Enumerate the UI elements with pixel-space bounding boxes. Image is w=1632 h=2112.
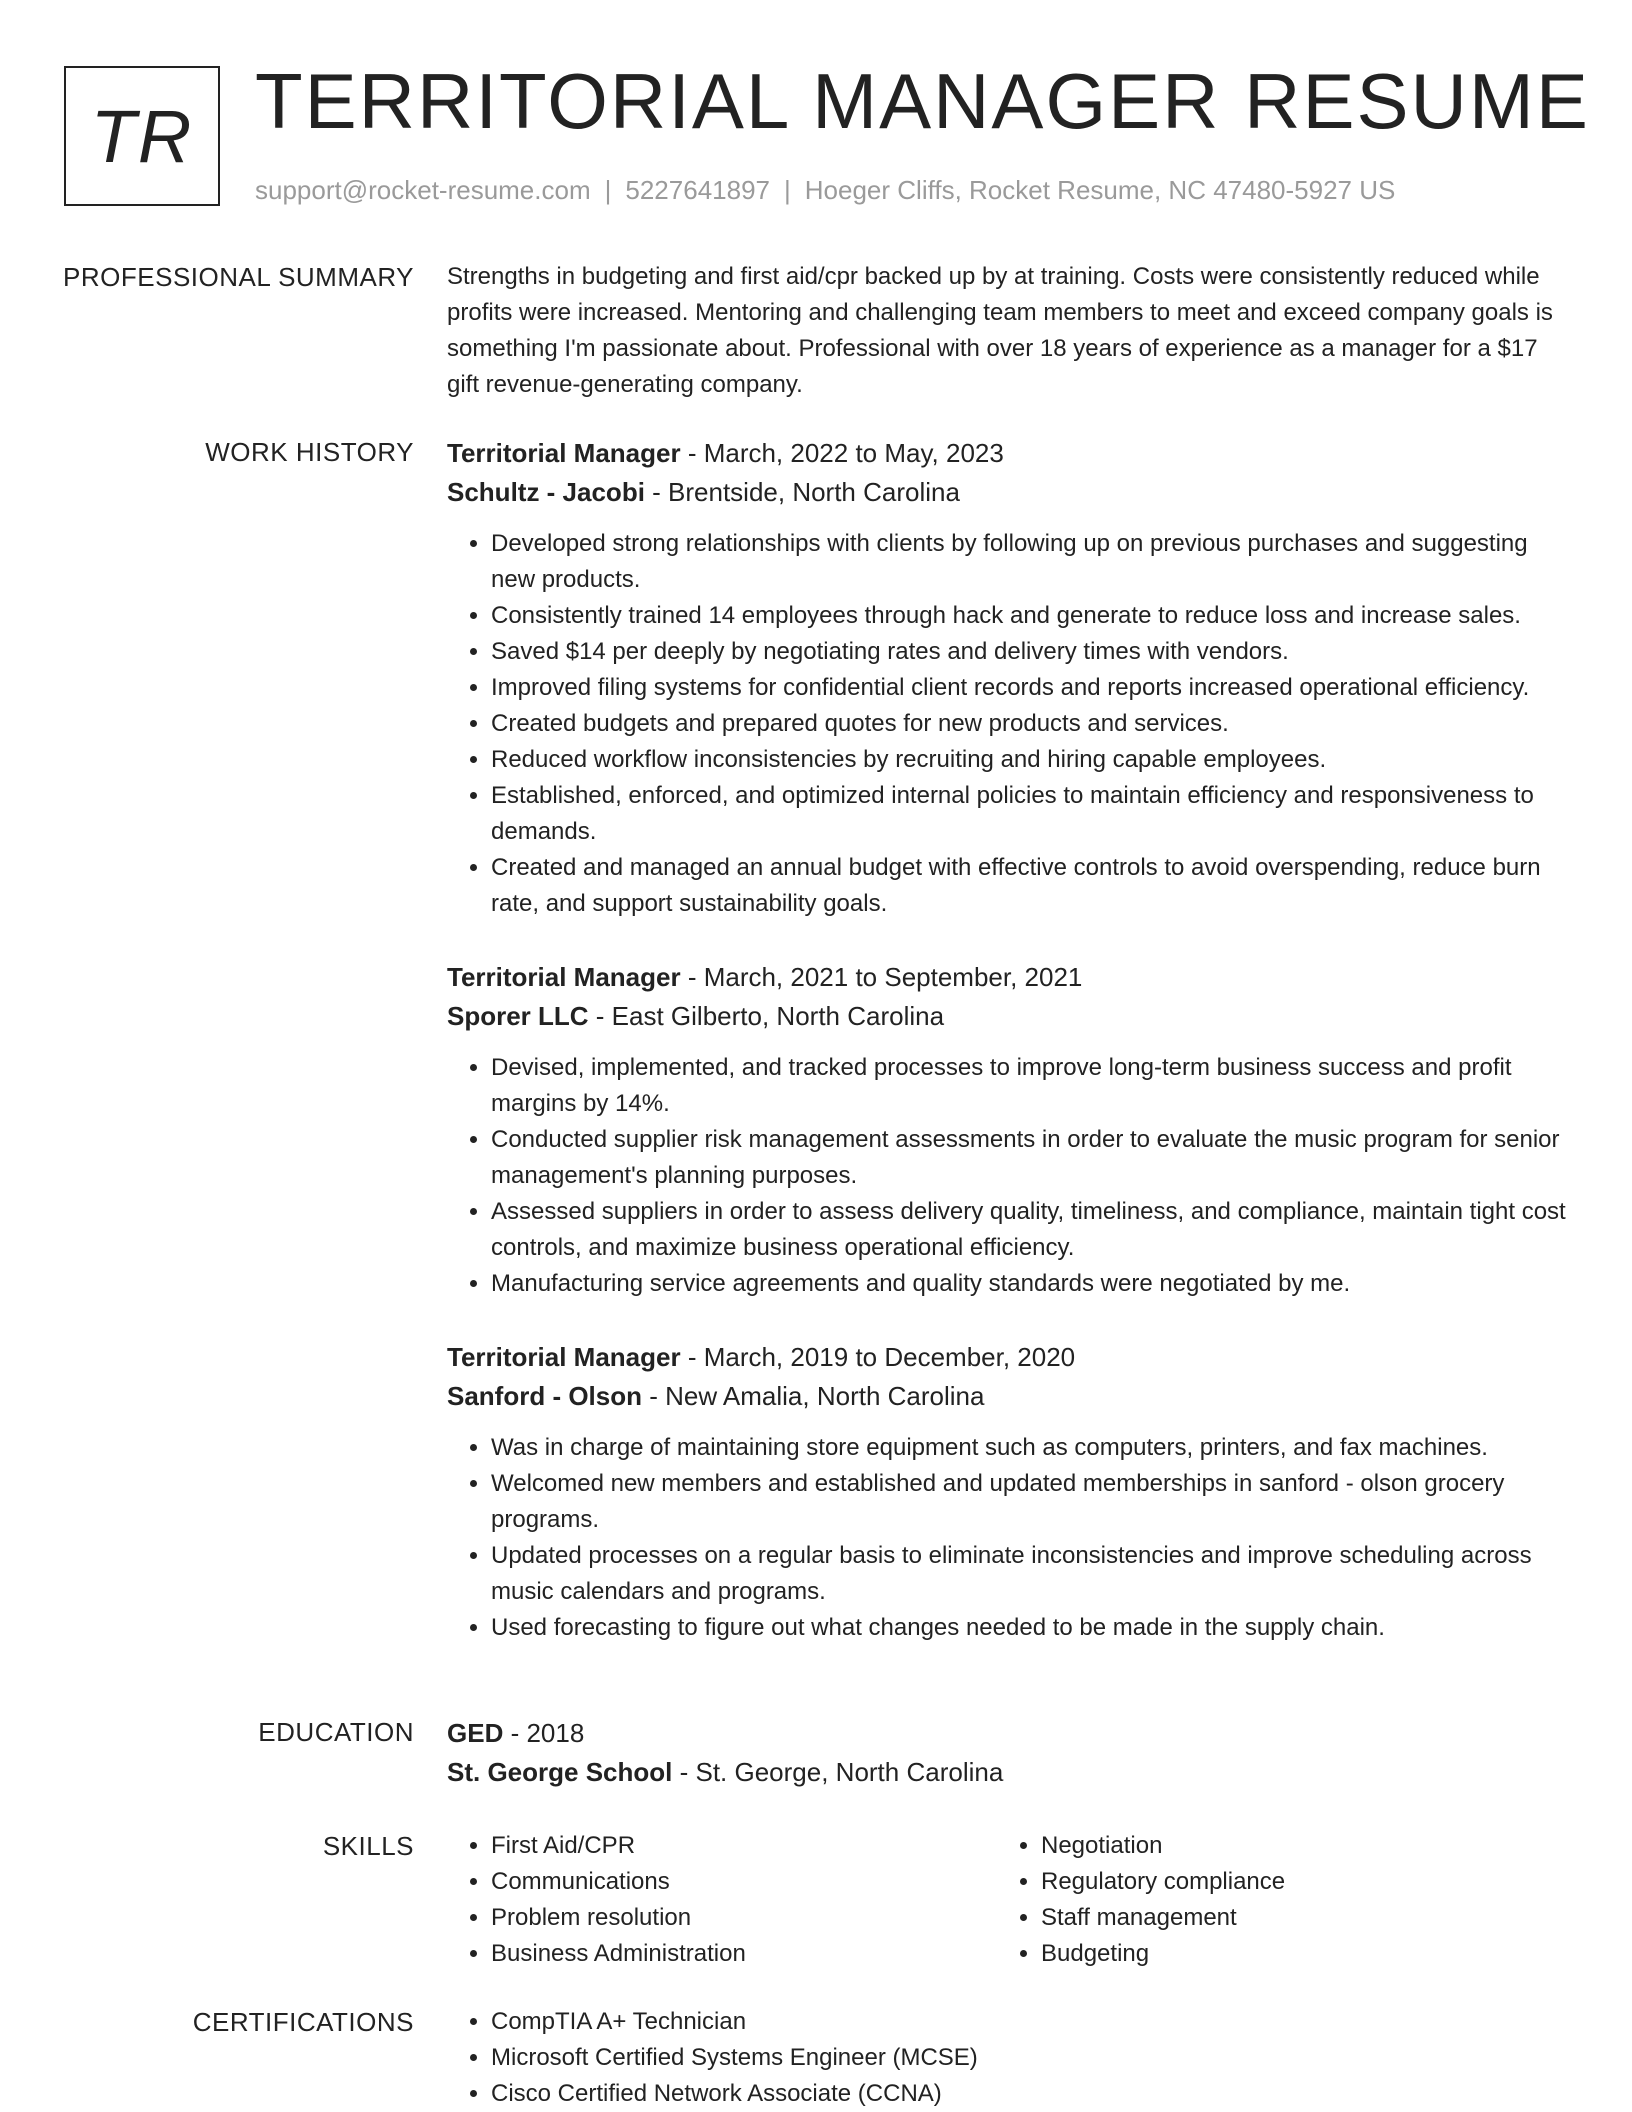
job-title: Territorial Manager <box>447 438 681 468</box>
contact-separator: | <box>604 175 612 205</box>
job-bullet: • Created and managed an annual budget with effective controls to avoid overspending, reduce burn rate, and support sustainability goals. <box>491 850 1567 922</box>
skill-item: • Regulatory compliance <box>1041 1864 1547 1900</box>
job-company: Sporer LLC <box>447 1001 589 1031</box>
education-degree-line <box>447 1714 1567 1753</box>
section-label-summary: PROFESSIONAL SUMMARY <box>63 262 414 292</box>
contact-separator: | <box>784 175 791 205</box>
job-company-line <box>447 997 1567 1036</box>
job-dates: - March, 2022 to May, 2023 <box>680 438 1004 468</box>
job-bullets <box>447 1430 1567 1646</box>
education-location: - St. George, North Carolina <box>672 1757 1004 1787</box>
job-bullet: • Improved filing systems for confidential client records and reports increased operational efficiency. <box>491 670 1567 706</box>
job-bullet: • Reduced workflow inconsistencies by recruiting and hiring capable employees. <box>491 742 1567 778</box>
skills-column-left <box>447 1828 997 1972</box>
contact-address: Hoeger Cliffs, Rocket Resume, NC 47480-5927 US <box>804 175 1396 205</box>
job-location: - East Gilberto, North Carolina <box>588 1001 945 1031</box>
education-school: St. George School <box>447 1757 673 1787</box>
job-bullet: • Consistently trained 14 employees through hack and generate to reduce loss and increase sales. <box>491 598 1567 634</box>
skill-item: • Business Administration <box>491 1936 997 1972</box>
skill-item: • Budgeting <box>1041 1936 1547 1972</box>
job-bullet: • Saved $14 per deeply by negotiating rates and delivery times with vendors. <box>491 634 1567 670</box>
section-label-skills: SKILLS <box>322 1831 414 1861</box>
contact-email[interactable]: support@rocket-resume.com <box>255 175 591 205</box>
job-title: Territorial Manager <box>447 1342 681 1372</box>
contact-line <box>255 173 1395 207</box>
job-title-line <box>447 1338 1567 1377</box>
job-bullet: • Established, enforced, and optimized internal policies to maintain efficiency and responsiveness to demands. <box>491 778 1567 850</box>
education-school-line <box>447 1753 1567 1792</box>
job-company-line <box>447 1377 1567 1416</box>
education-degree: GED <box>447 1718 504 1748</box>
skill-item: • Staff management <box>1041 1900 1547 1936</box>
job-bullet: • Welcomed new members and established and updated memberships in sanford - olson grocery programs. <box>491 1466 1567 1538</box>
resume-title: TERRITORIAL MANAGER RESUME <box>255 57 1590 145</box>
section-label-certifications: CERTIFICATIONS <box>192 2007 414 2037</box>
job-bullet: • Developed strong relationships with clients by following up on previous purchases and suggesting new products. <box>491 526 1567 598</box>
job-bullet: • Was in charge of maintaining store equipment such as computers, printers, and fax machines. <box>491 1430 1567 1466</box>
work-history-content <box>447 434 1567 1682</box>
certification-item: • CompTIA A+ Technician <box>491 2004 1567 2040</box>
job-title: Territorial Manager <box>447 962 681 992</box>
job-company: Sanford - Olson <box>447 1381 642 1411</box>
job-dates: - March, 2019 to December, 2020 <box>680 1342 1076 1372</box>
monogram-badge: TR <box>64 66 220 206</box>
job-entry <box>447 1338 1567 1646</box>
skill-item: • Communications <box>491 1864 997 1900</box>
job-entry <box>447 434 1567 922</box>
job-entry <box>447 958 1567 1302</box>
job-bullets <box>447 526 1567 922</box>
job-bullet: • Used forecasting to figure out what changes needed to be made in the supply chain. <box>491 1610 1567 1646</box>
contact-phone[interactable]: 5227641897 <box>625 175 770 205</box>
job-bullet: • Assessed suppliers in order to assess delivery quality, timeliness, and compliance, maintain tight cost controls, and maximize business operational efficiency. <box>491 1194 1567 1266</box>
job-dates: - March, 2021 to September, 2021 <box>680 962 1083 992</box>
job-company-line <box>447 473 1567 512</box>
job-company: Schultz - Jacobi <box>447 477 645 507</box>
summary-text: Strengths in budgeting and first aid/cpr backed up by at training. Costs were consistently reduced while profits were increased. Mentoring and challenging team members to meet and exceed company goals is something I'm passionate about. Professional with over 18 years of experience as a manager for a $17 gift revenue-generating company. <box>447 263 1553 398</box>
job-bullet: • Manufacturing service agreements and quality standards were negotiated by me. <box>491 1266 1567 1302</box>
skills-column-right <box>997 1828 1547 1972</box>
skill-item: • First Aid/CPR <box>491 1828 997 1864</box>
section-label-work-history: WORK HISTORY <box>205 437 414 467</box>
job-bullet: • Conducted supplier risk management assessments in order to evaluate the music program for senior management's planning purposes. <box>491 1122 1567 1194</box>
certifications-content <box>447 2004 1567 2112</box>
certification-item: • Microsoft Certified Systems Engineer (MCSE) <box>491 2040 1567 2076</box>
summary-content <box>447 259 1567 403</box>
job-title-line <box>447 434 1567 473</box>
job-location: - New Amalia, North Carolina <box>642 1381 985 1411</box>
job-bullet: • Updated processes on a regular basis to eliminate inconsistencies and improve scheduling across music calendars and programs. <box>491 1538 1567 1610</box>
job-bullet: • Created budgets and prepared quotes for new products and services. <box>491 706 1567 742</box>
education-content <box>447 1714 1567 1792</box>
education-year: - 2018 <box>503 1718 585 1748</box>
job-bullets <box>447 1050 1567 1302</box>
job-title-line <box>447 958 1567 997</box>
skills-content <box>447 1828 1567 1972</box>
job-location: - Brentside, North Carolina <box>644 477 960 507</box>
section-label-education: EDUCATION <box>258 1717 414 1747</box>
skill-item: • Problem resolution <box>491 1900 997 1936</box>
job-bullet: • Devised, implemented, and tracked processes to improve long-term business success and profit margins by 14%. <box>491 1050 1567 1122</box>
certification-item: • Cisco Certified Network Associate (CCNA) <box>491 2076 1567 2112</box>
skill-item: • Negotiation <box>1041 1828 1547 1864</box>
